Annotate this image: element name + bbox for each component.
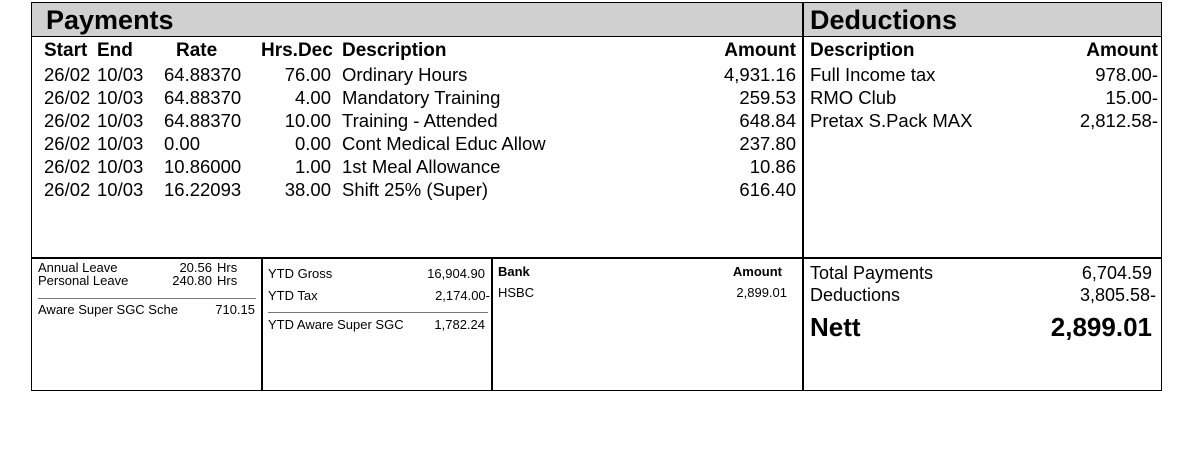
- row-hrs: 4.00: [294, 87, 331, 108]
- nett-label: Nett: [810, 312, 861, 342]
- total-deductions-value: 3,805.58-: [1079, 285, 1156, 305]
- row-description: Training - Attended: [342, 110, 498, 131]
- row-amount: 237.80: [739, 133, 796, 154]
- row-end: 10/03: [97, 179, 144, 200]
- row-amount: 259.53: [739, 87, 796, 108]
- ytd-tax-label: YTD Tax: [268, 288, 318, 303]
- row-end: 10/03: [97, 64, 144, 85]
- row-start: 26/02: [44, 179, 91, 200]
- total-deductions-label: Deductions: [810, 285, 901, 305]
- bottom-divider-3: [802, 257, 804, 391]
- ytd-separator: [268, 312, 488, 313]
- personal-leave-value: 240.80: [172, 273, 212, 288]
- personal-leave-unit: Hrs: [217, 273, 238, 288]
- row-rate: 64.88370: [164, 110, 242, 131]
- nett-value: 2,899.01: [1050, 312, 1152, 342]
- total-payments-label: Total Payments: [810, 263, 934, 283]
- row-start: 26/02: [44, 110, 91, 131]
- ded-amount: 2,812.58-: [1079, 110, 1158, 131]
- header-bar: [31, 2, 1162, 37]
- deductions-title: Deductions: [810, 5, 958, 35]
- ded-description: RMO Club: [810, 87, 897, 108]
- col-description: Description: [342, 40, 447, 61]
- row-amount: 10.86: [749, 156, 796, 177]
- row-hrs: 0.00: [294, 133, 331, 154]
- row-end: 10/03: [97, 110, 144, 131]
- row-start: 26/02: [44, 64, 91, 85]
- ytd-gross-value: 16,904.90: [427, 266, 485, 281]
- row-hrs: 1.00: [294, 156, 331, 177]
- row-description: Ordinary Hours: [342, 64, 468, 85]
- ded-col-description: Description: [810, 40, 915, 61]
- row-amount: 648.84: [739, 110, 796, 131]
- bottom-divider-1: [261, 257, 263, 391]
- annual-leave-label: Annual Leave: [38, 260, 118, 275]
- row-hrs: 76.00: [284, 64, 331, 85]
- col-start: Start: [44, 40, 88, 61]
- bank-header: Bank: [498, 264, 530, 279]
- bank-amount: 2,899.01: [736, 285, 787, 300]
- col-amount: Amount: [724, 40, 796, 61]
- annual-leave-value: 20.56: [179, 260, 212, 275]
- row-rate: 64.88370: [164, 64, 242, 85]
- ded-description: Pretax S.Pack MAX: [810, 110, 973, 131]
- ded-amount: 978.00-: [1095, 64, 1158, 85]
- row-end: 10/03: [97, 87, 144, 108]
- super-scheme-label: Aware Super SGC Sche: [38, 302, 178, 317]
- super-scheme-value: 710.15: [215, 302, 255, 317]
- col-rate: Rate: [176, 40, 218, 61]
- row-amount: 616.40: [739, 179, 796, 200]
- row-description: 1st Meal Allowance: [342, 156, 501, 177]
- ded-amount: 15.00-: [1105, 87, 1158, 108]
- row-description: Mandatory Training: [342, 87, 501, 108]
- row-start: 26/02: [44, 87, 91, 108]
- row-end: 10/03: [97, 133, 144, 154]
- row-rate: 10.86000: [164, 156, 242, 177]
- row-amount: 4,931.16: [723, 64, 796, 85]
- payments-deductions-divider: [802, 2, 804, 258]
- row-description: Cont Medical Educ Allow: [342, 133, 546, 154]
- total-payments-value: 6,704.59: [1081, 263, 1152, 283]
- ytd-tax-value: 2,174.00-: [435, 288, 490, 303]
- row-rate: 64.88370: [164, 87, 242, 108]
- bottom-section-divider: [31, 257, 1162, 259]
- row-hrs: 38.00: [284, 179, 331, 200]
- row-rate: 16.22093: [164, 179, 242, 200]
- row-end: 10/03: [97, 156, 144, 177]
- row-description: Shift 25% (Super): [342, 179, 489, 200]
- row-start: 26/02: [44, 156, 91, 177]
- bank-name: HSBC: [498, 285, 535, 300]
- ytd-super-label: YTD Aware Super SGC: [268, 317, 404, 332]
- annual-leave-unit: Hrs: [217, 260, 238, 275]
- payments-title: Payments: [46, 5, 174, 35]
- ded-description: Full Income tax: [810, 64, 936, 85]
- col-hrs: Hrs.Dec: [261, 40, 333, 61]
- bottom-divider-2: [491, 257, 493, 391]
- col-end: End: [97, 40, 133, 61]
- leave-separator: [38, 298, 256, 299]
- row-start: 26/02: [44, 133, 91, 154]
- ded-col-amount: Amount: [1086, 40, 1158, 61]
- ytd-gross-label: YTD Gross: [268, 266, 333, 281]
- bank-amount-header: Amount: [732, 264, 782, 279]
- ytd-super-value: 1,782.24: [434, 317, 485, 332]
- row-rate: 0.00: [164, 133, 201, 154]
- personal-leave-label: Personal Leave: [38, 273, 129, 288]
- row-hrs: 10.00: [284, 110, 331, 131]
